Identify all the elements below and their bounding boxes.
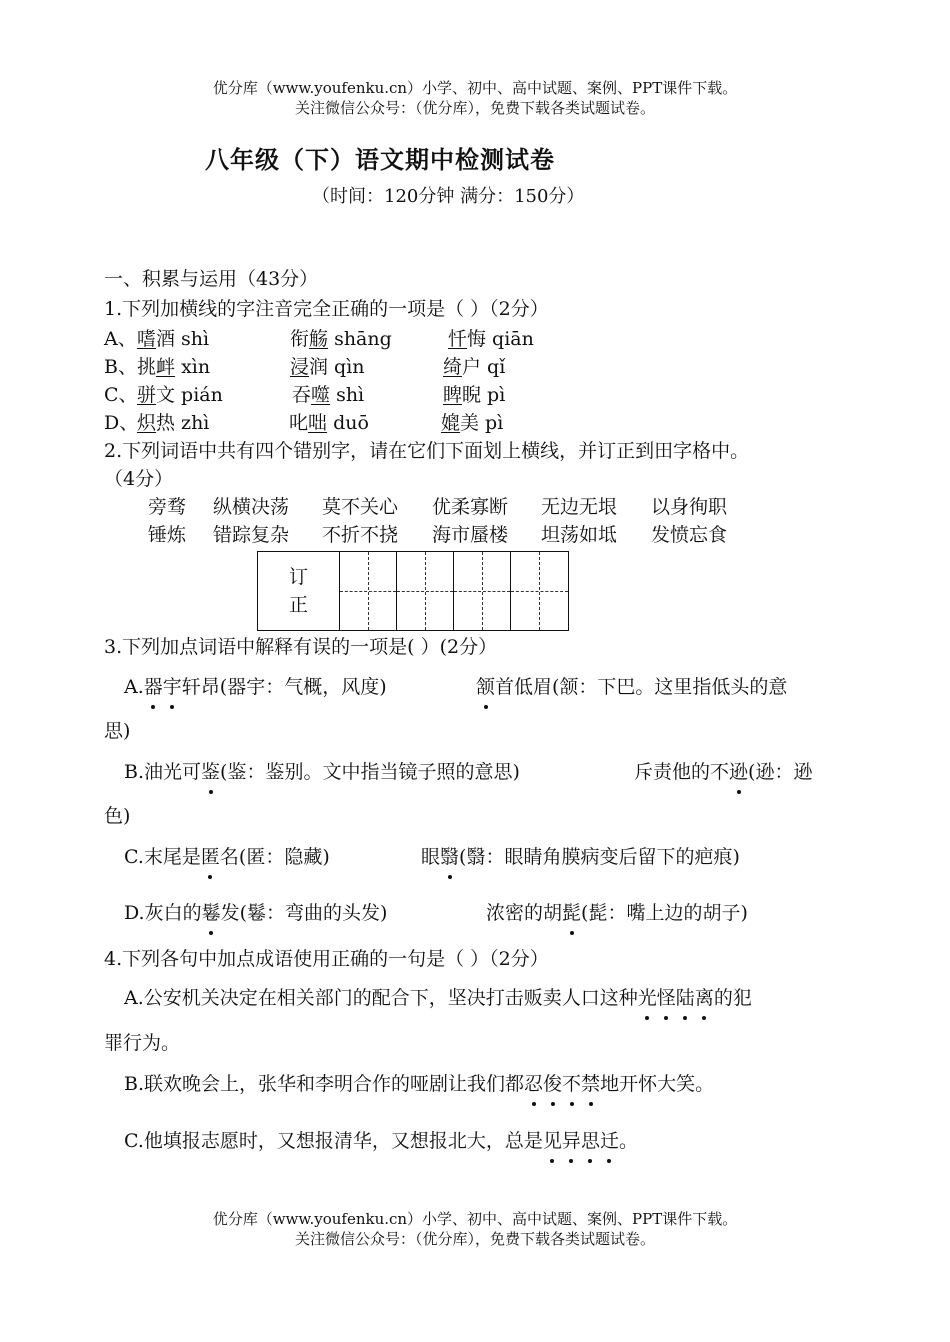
q1-c-word-1: 骈文 pián xyxy=(137,384,223,406)
q3-option-c: C.末尾是匿名(匿：隐藏) xyxy=(124,846,330,868)
q1-d-word-2: 叱咄 duō xyxy=(289,412,369,434)
word-item: 错踪复杂 xyxy=(213,524,290,546)
q2-stem: 2.下列词语中共有四个错别字，请在它们下面划上横线，并订正到田字格中。 xyxy=(104,440,750,462)
q1-a-word-3: 忏悔 qiān xyxy=(448,328,534,350)
q1-c-word-3: 睥睨 pì xyxy=(443,384,506,406)
q1-b-word-2: 浸润 qìn xyxy=(290,356,365,378)
word-item: 以身徇职 xyxy=(651,496,728,518)
word-item: 无边无垠 xyxy=(541,496,618,518)
q4-stem: 4.下列各句中加点成语使用正确的一句是（ ）（2分） xyxy=(104,948,549,970)
word-item: 莫不关心 xyxy=(322,496,399,518)
q3-option-a-second: 颔首低眉(颔：下巴。这里指低头的意 xyxy=(476,676,788,698)
q1-stem: 1.下列加横线的字注音完全正确的一项是（ ）（2分） xyxy=(104,298,549,320)
option-letter: B、 xyxy=(104,356,137,378)
q3-option-b: B.油光可鉴(鉴：鉴别。文中指当镜子照的意思) xyxy=(124,761,520,783)
grid-label-bottom: 正 xyxy=(288,594,308,616)
grid-cell[interactable] xyxy=(340,552,397,630)
grid-label-top: 订 xyxy=(288,566,308,588)
q1-a-word-1: 嗜酒 shì xyxy=(137,328,210,350)
correction-grid xyxy=(257,551,569,631)
q3-option-b-second: 斥责他的不逊(逊：逊 xyxy=(634,761,813,783)
q3-option-b-cont: 色) xyxy=(104,805,131,827)
q3-option-a-cont: 思) xyxy=(104,720,131,742)
word-item: 优柔寡断 xyxy=(432,496,509,518)
grid-cell[interactable] xyxy=(397,552,454,630)
q3-option-d: D.灰白的鬈发(鬈：弯曲的头发) xyxy=(124,902,388,924)
section-heading: 一、积累与运用（43分） xyxy=(104,268,319,290)
q4-option-c: C.他填报志愿时，又想报清华，又想报北大，总是见异思迁。 xyxy=(124,1130,638,1152)
q3-option-c-second: 眼翳(翳：眼睛角膜病变后留下的疤痕) xyxy=(421,846,740,868)
page-title: 八年级（下）语文期中检测试卷 xyxy=(205,145,555,174)
option-letter: A、 xyxy=(104,328,137,350)
q1-b-word-3: 绮户 qǐ xyxy=(443,356,506,378)
footer-line-2: 关注微信公众号：（优分库），免费下载各类试题试卷。 xyxy=(294,1230,655,1248)
word-item: 坦荡如坻 xyxy=(541,524,618,546)
q3-option-a: A.器宇轩昂(器宇：气概，风度) xyxy=(124,676,387,698)
grid-label xyxy=(258,552,340,630)
q1-d-word-1: 炽热 zhì xyxy=(137,412,210,434)
q1-b-word-1: 挑衅 xìn xyxy=(137,356,211,378)
header-line-1: 优分库（www.youfenku.cn）小学、初中、高中试题、案例、PPT课件下载。 xyxy=(212,79,738,97)
word-item: 旁骛 xyxy=(148,496,187,518)
q2-score: （4分） xyxy=(104,468,174,490)
word-item: 锤炼 xyxy=(148,524,187,546)
option-letter: C、 xyxy=(104,384,138,406)
q1-a-word-2: 衔觞 shāng xyxy=(290,328,392,350)
word-item: 发愤忘食 xyxy=(651,524,728,546)
exam-info: （时间：120分钟 满分：150分） xyxy=(312,186,585,207)
header-line-2: 关注微信公众号：（优分库），免费下载各类试题试卷。 xyxy=(294,99,655,117)
footer-line-1: 优分库（www.youfenku.cn）小学、初中、高中试题、案例、PPT课件下载。 xyxy=(212,1210,738,1228)
grid-cell[interactable] xyxy=(454,552,511,630)
word-item: 不折不挠 xyxy=(322,524,399,546)
option-letter: D、 xyxy=(104,412,139,434)
q1-c-word-2: 吞噬 shì xyxy=(292,384,365,406)
q3-option-d-second: 浓密的胡髭(髭：嘴上边的胡子) xyxy=(486,902,748,924)
word-item: 纵横决荡 xyxy=(213,496,290,518)
grid-cell[interactable] xyxy=(511,552,568,630)
q4-option-a-cont: 罪行为。 xyxy=(104,1032,181,1054)
word-item: 海市蜃楼 xyxy=(432,524,509,546)
q4-option-b: B.联欢晚会上，张华和李明合作的哑剧让我们都忍俊不禁地开怀大笑。 xyxy=(124,1073,715,1095)
q1-d-word-3: 媲美 pì xyxy=(441,412,504,434)
q3-stem: 3.下列加点词语中解释有误的一项是( ）(2分） xyxy=(104,636,498,658)
q4-option-a: A.公安机关决定在相关部门的配合下，坚决打击贩卖人口这种光怪陆离的犯 xyxy=(124,987,752,1009)
